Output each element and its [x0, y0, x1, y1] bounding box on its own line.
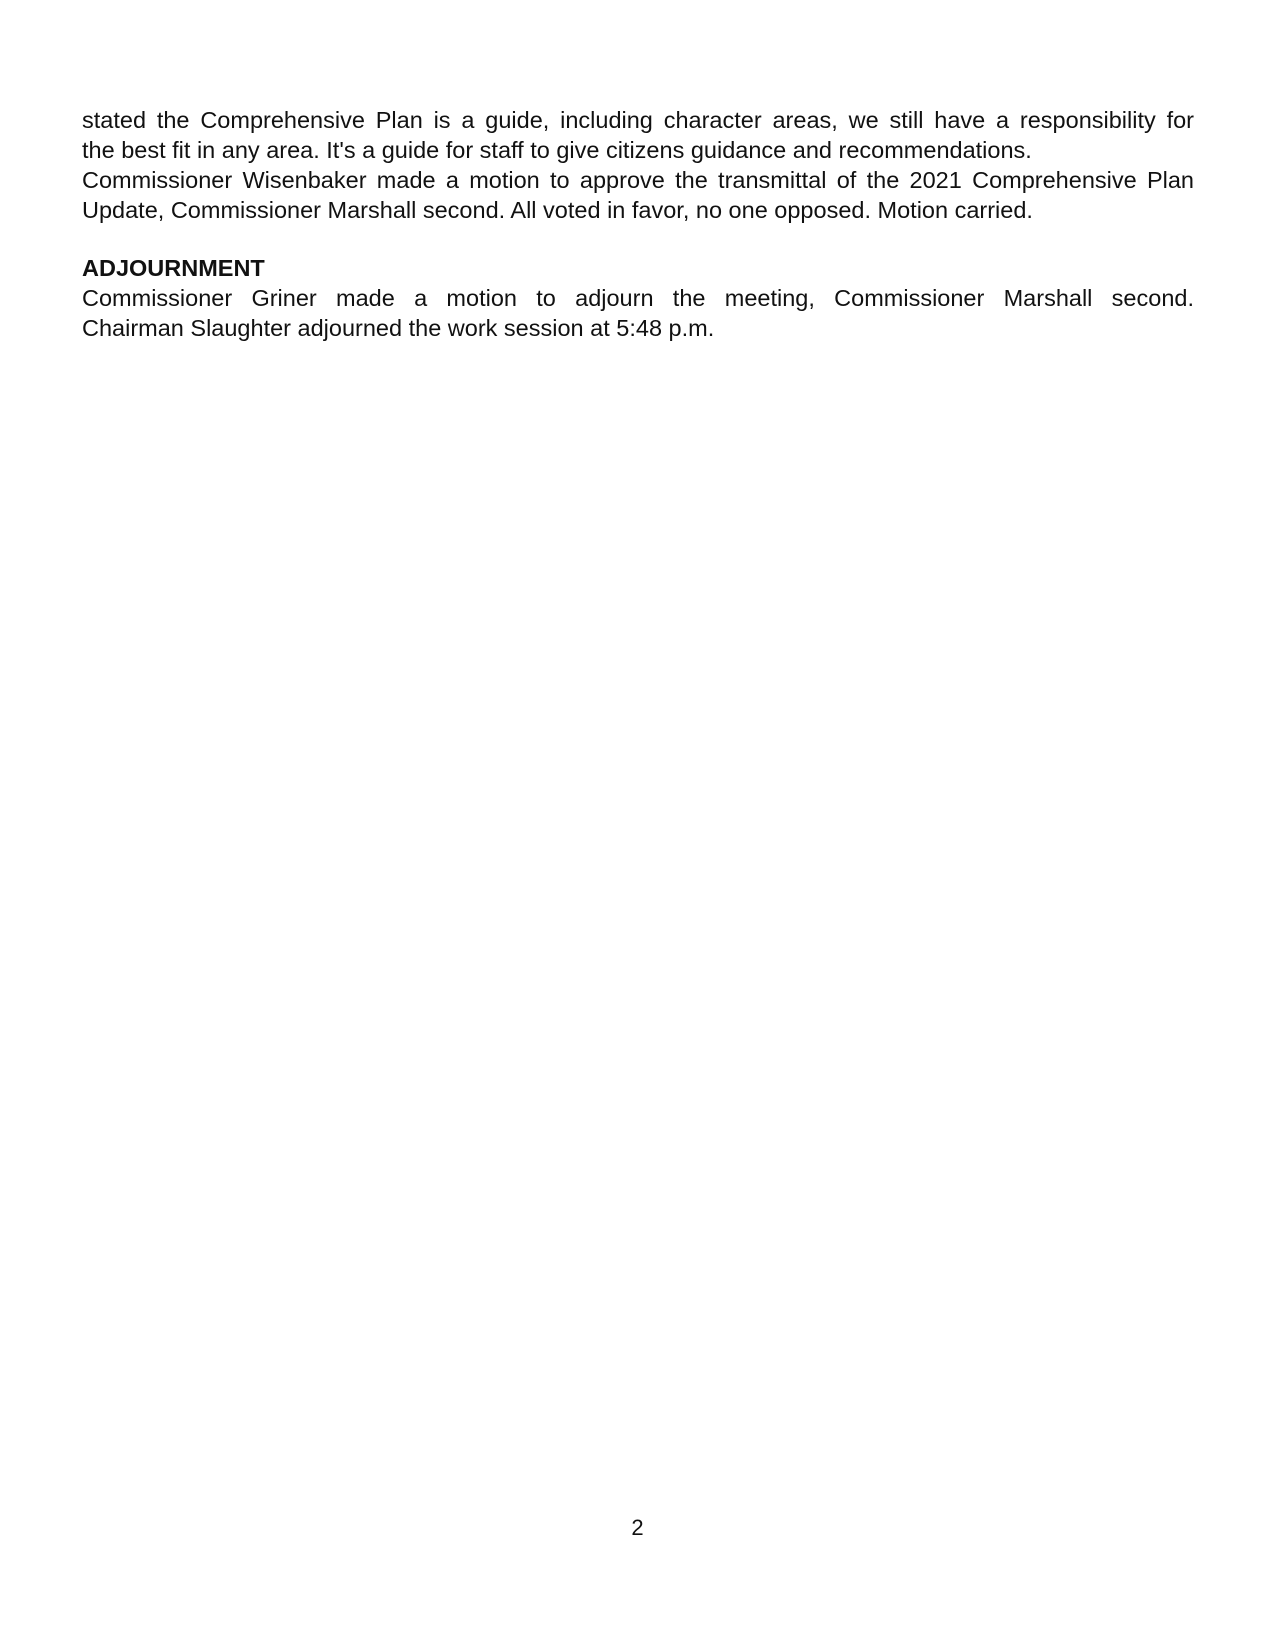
paragraph-line: Chairman Slaughter adjourned the work session at 5:48 p.m. — [82, 315, 715, 341]
paragraph-line: Commissioner Wisenbaker made a motion to approve the transmittal of the 2021 Comprehensive Plan — [82, 167, 1194, 193]
paragraph-line: Update, Commissioner Marshall second. All voted in favor, no one opposed. Motion carried. — [82, 197, 1033, 223]
page-number: 2 — [631, 1515, 644, 1540]
adjournment-heading: ADJOURNMENT — [82, 255, 265, 281]
paragraph-line: the best fit in any area. It's a guide for staff to give citizens guidance and recommendations. — [82, 137, 1032, 163]
continuation-paragraph — [82, 105, 1194, 225]
page-content — [82, 105, 1194, 343]
adjournment-paragraph — [82, 283, 1194, 343]
paragraph-line: Commissioner Griner made a motion to adjourn the meeting, Commissioner Marshall second. — [82, 285, 1194, 311]
paragraph-line: stated the Comprehensive Plan is a guide, including character areas, we still have a responsibility for — [82, 107, 1194, 133]
